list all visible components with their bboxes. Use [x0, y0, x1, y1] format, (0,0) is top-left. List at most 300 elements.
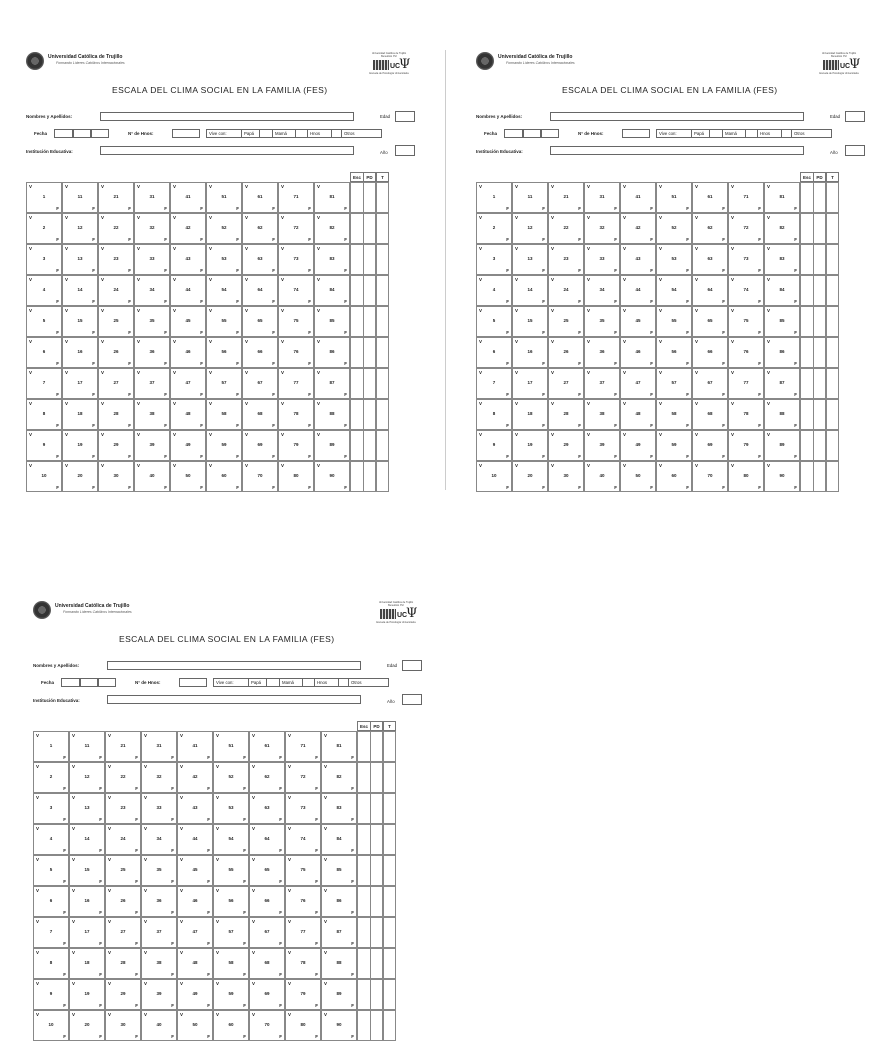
- item-cell[interactable]: [105, 917, 141, 948]
- item-cell[interactable]: [69, 731, 105, 762]
- item-cell[interactable]: [285, 948, 321, 979]
- item-cell[interactable]: [62, 337, 98, 368]
- item-cell[interactable]: [213, 762, 249, 793]
- item-cell[interactable]: [285, 886, 321, 917]
- item-cell[interactable]: [314, 430, 350, 461]
- item-cell[interactable]: [98, 337, 134, 368]
- item-cell[interactable]: [206, 399, 242, 430]
- item-cell[interactable]: [62, 182, 98, 213]
- item-cell[interactable]: [548, 275, 584, 306]
- item-cell[interactable]: [62, 430, 98, 461]
- item-cell[interactable]: [177, 824, 213, 855]
- score-cell[interactable]: [826, 182, 839, 213]
- item-cell[interactable]: [213, 793, 249, 824]
- item-cell[interactable]: [314, 244, 350, 275]
- score-cell[interactable]: [383, 1010, 396, 1041]
- item-cell[interactable]: [170, 399, 206, 430]
- score-cell[interactable]: [363, 182, 376, 213]
- score-cell[interactable]: [376, 368, 389, 399]
- score-cell[interactable]: [370, 762, 383, 793]
- item-cell[interactable]: [141, 979, 177, 1010]
- item-cell[interactable]: [134, 244, 170, 275]
- score-cell[interactable]: [376, 244, 389, 275]
- item-cell[interactable]: [321, 762, 357, 793]
- item-cell[interactable]: [285, 917, 321, 948]
- item-cell[interactable]: [170, 275, 206, 306]
- date-day-field[interactable]: [61, 678, 80, 687]
- item-cell[interactable]: [26, 337, 62, 368]
- item-cell[interactable]: [98, 182, 134, 213]
- score-cell[interactable]: [800, 337, 814, 368]
- item-cell[interactable]: [69, 1010, 105, 1041]
- score-cell[interactable]: [376, 399, 389, 430]
- item-cell[interactable]: [692, 306, 728, 337]
- score-cell[interactable]: [350, 306, 364, 337]
- score-cell[interactable]: [376, 275, 389, 306]
- score-cell[interactable]: [383, 793, 396, 824]
- date-year-field[interactable]: [91, 129, 109, 138]
- item-cell[interactable]: [692, 337, 728, 368]
- item-cell[interactable]: [206, 213, 242, 244]
- item-cell[interactable]: [314, 306, 350, 337]
- item-cell[interactable]: [620, 368, 656, 399]
- item-cell[interactable]: [134, 368, 170, 399]
- item-cell[interactable]: [62, 213, 98, 244]
- score-cell[interactable]: [357, 731, 371, 762]
- item-cell[interactable]: [656, 244, 692, 275]
- item-cell[interactable]: [278, 182, 314, 213]
- score-cell[interactable]: [383, 762, 396, 793]
- score-cell[interactable]: [376, 430, 389, 461]
- item-cell[interactable]: [321, 731, 357, 762]
- item-cell[interactable]: [33, 824, 69, 855]
- item-cell[interactable]: [33, 731, 69, 762]
- item-cell[interactable]: [98, 306, 134, 337]
- item-cell[interactable]: [242, 306, 278, 337]
- item-cell[interactable]: [26, 399, 62, 430]
- item-cell[interactable]: [512, 306, 548, 337]
- item-cell[interactable]: [321, 793, 357, 824]
- item-cell[interactable]: [278, 213, 314, 244]
- names-field[interactable]: [107, 661, 361, 670]
- item-cell[interactable]: [692, 244, 728, 275]
- item-cell[interactable]: [141, 762, 177, 793]
- score-cell[interactable]: [813, 430, 826, 461]
- item-cell[interactable]: [170, 244, 206, 275]
- item-cell[interactable]: [242, 430, 278, 461]
- item-cell[interactable]: [728, 368, 764, 399]
- score-cell[interactable]: [376, 337, 389, 368]
- item-cell[interactable]: [764, 337, 800, 368]
- item-cell[interactable]: [98, 368, 134, 399]
- item-cell[interactable]: [69, 793, 105, 824]
- item-cell[interactable]: [177, 917, 213, 948]
- institution-field[interactable]: [107, 695, 361, 704]
- item-cell[interactable]: [62, 368, 98, 399]
- score-cell[interactable]: [370, 824, 383, 855]
- item-cell[interactable]: [206, 182, 242, 213]
- score-cell[interactable]: [370, 948, 383, 979]
- item-cell[interactable]: [33, 855, 69, 886]
- item-cell[interactable]: [278, 461, 314, 492]
- item-cell[interactable]: [249, 1010, 285, 1041]
- item-cell[interactable]: [206, 244, 242, 275]
- score-cell[interactable]: [813, 182, 826, 213]
- item-cell[interactable]: [321, 886, 357, 917]
- score-cell[interactable]: [383, 731, 396, 762]
- item-cell[interactable]: [728, 275, 764, 306]
- score-cell[interactable]: [363, 213, 376, 244]
- score-cell[interactable]: [376, 306, 389, 337]
- item-cell[interactable]: [134, 306, 170, 337]
- item-cell[interactable]: [656, 430, 692, 461]
- score-cell[interactable]: [376, 213, 389, 244]
- item-cell[interactable]: [584, 337, 620, 368]
- brothers-checkbox[interactable]: [332, 129, 342, 138]
- item-cell[interactable]: [285, 762, 321, 793]
- item-cell[interactable]: [33, 917, 69, 948]
- item-cell[interactable]: [728, 399, 764, 430]
- score-cell[interactable]: [363, 430, 376, 461]
- item-cell[interactable]: [278, 275, 314, 306]
- score-cell[interactable]: [350, 399, 364, 430]
- date-day-field[interactable]: [504, 129, 523, 138]
- year-field[interactable]: [845, 145, 865, 156]
- item-cell[interactable]: [548, 244, 584, 275]
- score-cell[interactable]: [376, 182, 389, 213]
- father-checkbox[interactable]: [260, 129, 273, 138]
- item-cell[interactable]: [476, 213, 512, 244]
- item-cell[interactable]: [26, 213, 62, 244]
- item-cell[interactable]: [33, 793, 69, 824]
- item-cell[interactable]: [321, 855, 357, 886]
- names-field[interactable]: [550, 112, 804, 121]
- item-cell[interactable]: [141, 948, 177, 979]
- score-cell[interactable]: [363, 275, 376, 306]
- item-cell[interactable]: [656, 275, 692, 306]
- score-cell[interactable]: [370, 1010, 383, 1041]
- score-cell[interactable]: [363, 337, 376, 368]
- item-cell[interactable]: [249, 886, 285, 917]
- score-cell[interactable]: [813, 399, 826, 430]
- score-cell[interactable]: [357, 948, 371, 979]
- item-cell[interactable]: [141, 917, 177, 948]
- item-cell[interactable]: [141, 1010, 177, 1041]
- item-cell[interactable]: [512, 368, 548, 399]
- item-cell[interactable]: [278, 399, 314, 430]
- item-cell[interactable]: [314, 337, 350, 368]
- item-cell[interactable]: [134, 182, 170, 213]
- item-cell[interactable]: [728, 430, 764, 461]
- item-cell[interactable]: [98, 430, 134, 461]
- score-cell[interactable]: [357, 793, 371, 824]
- item-cell[interactable]: [141, 824, 177, 855]
- item-cell[interactable]: [177, 731, 213, 762]
- item-cell[interactable]: [620, 275, 656, 306]
- item-cell[interactable]: [206, 275, 242, 306]
- item-cell[interactable]: [170, 368, 206, 399]
- item-cell[interactable]: [69, 886, 105, 917]
- item-cell[interactable]: [764, 368, 800, 399]
- item-cell[interactable]: [764, 461, 800, 492]
- score-cell[interactable]: [370, 793, 383, 824]
- item-cell[interactable]: [548, 337, 584, 368]
- item-cell[interactable]: [33, 762, 69, 793]
- item-cell[interactable]: [728, 213, 764, 244]
- item-cell[interactable]: [692, 368, 728, 399]
- item-cell[interactable]: [620, 213, 656, 244]
- item-cell[interactable]: [69, 917, 105, 948]
- item-cell[interactable]: [278, 430, 314, 461]
- date-year-field[interactable]: [98, 678, 116, 687]
- item-cell[interactable]: [512, 182, 548, 213]
- item-cell[interactable]: [620, 461, 656, 492]
- item-cell[interactable]: [170, 430, 206, 461]
- item-cell[interactable]: [314, 399, 350, 430]
- item-cell[interactable]: [476, 461, 512, 492]
- score-cell[interactable]: [350, 213, 364, 244]
- age-field[interactable]: [845, 111, 865, 122]
- item-cell[interactable]: [476, 244, 512, 275]
- score-cell[interactable]: [826, 306, 839, 337]
- mother-checkbox[interactable]: [303, 678, 315, 687]
- item-cell[interactable]: [656, 306, 692, 337]
- item-cell[interactable]: [548, 213, 584, 244]
- item-cell[interactable]: [764, 182, 800, 213]
- score-cell[interactable]: [370, 731, 383, 762]
- item-cell[interactable]: [249, 979, 285, 1010]
- age-field[interactable]: [402, 660, 422, 671]
- item-cell[interactable]: [278, 306, 314, 337]
- item-cell[interactable]: [206, 461, 242, 492]
- item-cell[interactable]: [548, 306, 584, 337]
- item-cell[interactable]: [213, 1010, 249, 1041]
- item-cell[interactable]: [321, 948, 357, 979]
- item-cell[interactable]: [512, 213, 548, 244]
- item-cell[interactable]: [285, 855, 321, 886]
- item-cell[interactable]: [764, 399, 800, 430]
- item-cell[interactable]: [692, 275, 728, 306]
- item-cell[interactable]: [141, 886, 177, 917]
- item-cell[interactable]: [69, 855, 105, 886]
- item-cell[interactable]: [213, 979, 249, 1010]
- score-cell[interactable]: [357, 824, 371, 855]
- score-cell[interactable]: [800, 182, 814, 213]
- item-cell[interactable]: [170, 461, 206, 492]
- item-cell[interactable]: [177, 793, 213, 824]
- item-cell[interactable]: [105, 855, 141, 886]
- date-month-field[interactable]: [73, 129, 91, 138]
- father-checkbox[interactable]: [267, 678, 280, 687]
- item-cell[interactable]: [656, 399, 692, 430]
- item-cell[interactable]: [213, 917, 249, 948]
- score-cell[interactable]: [357, 979, 371, 1010]
- date-month-field[interactable]: [523, 129, 541, 138]
- father-checkbox[interactable]: [710, 129, 723, 138]
- item-cell[interactable]: [249, 948, 285, 979]
- score-cell[interactable]: [800, 399, 814, 430]
- score-cell[interactable]: [826, 430, 839, 461]
- item-cell[interactable]: [69, 979, 105, 1010]
- score-cell[interactable]: [350, 461, 364, 492]
- item-cell[interactable]: [98, 461, 134, 492]
- item-cell[interactable]: [170, 213, 206, 244]
- item-cell[interactable]: [548, 399, 584, 430]
- item-cell[interactable]: [728, 244, 764, 275]
- score-cell[interactable]: [350, 182, 364, 213]
- item-cell[interactable]: [26, 182, 62, 213]
- item-cell[interactable]: [692, 213, 728, 244]
- item-cell[interactable]: [692, 430, 728, 461]
- item-cell[interactable]: [62, 399, 98, 430]
- item-cell[interactable]: [584, 213, 620, 244]
- score-cell[interactable]: [800, 213, 814, 244]
- score-cell[interactable]: [370, 979, 383, 1010]
- item-cell[interactable]: [98, 399, 134, 430]
- item-cell[interactable]: [584, 182, 620, 213]
- item-cell[interactable]: [98, 213, 134, 244]
- item-cell[interactable]: [584, 461, 620, 492]
- item-cell[interactable]: [764, 306, 800, 337]
- item-cell[interactable]: [134, 337, 170, 368]
- item-cell[interactable]: [105, 1010, 141, 1041]
- item-cell[interactable]: [141, 855, 177, 886]
- score-cell[interactable]: [357, 762, 371, 793]
- score-cell[interactable]: [813, 213, 826, 244]
- score-cell[interactable]: [350, 430, 364, 461]
- item-cell[interactable]: [512, 275, 548, 306]
- item-cell[interactable]: [62, 275, 98, 306]
- item-cell[interactable]: [33, 948, 69, 979]
- item-cell[interactable]: [656, 461, 692, 492]
- item-cell[interactable]: [584, 244, 620, 275]
- item-cell[interactable]: [584, 368, 620, 399]
- brothers-checkbox[interactable]: [782, 129, 792, 138]
- item-cell[interactable]: [206, 368, 242, 399]
- item-cell[interactable]: [69, 948, 105, 979]
- siblings-field[interactable]: [179, 678, 207, 687]
- item-cell[interactable]: [249, 762, 285, 793]
- item-cell[interactable]: [249, 824, 285, 855]
- item-cell[interactable]: [728, 182, 764, 213]
- item-cell[interactable]: [548, 182, 584, 213]
- item-cell[interactable]: [213, 824, 249, 855]
- score-cell[interactable]: [800, 430, 814, 461]
- item-cell[interactable]: [26, 430, 62, 461]
- item-cell[interactable]: [314, 461, 350, 492]
- item-cell[interactable]: [314, 182, 350, 213]
- item-cell[interactable]: [242, 368, 278, 399]
- item-cell[interactable]: [134, 430, 170, 461]
- item-cell[interactable]: [134, 399, 170, 430]
- item-cell[interactable]: [134, 461, 170, 492]
- item-cell[interactable]: [105, 793, 141, 824]
- item-cell[interactable]: [476, 306, 512, 337]
- item-cell[interactable]: [105, 948, 141, 979]
- score-cell[interactable]: [826, 213, 839, 244]
- siblings-field[interactable]: [172, 129, 200, 138]
- item-cell[interactable]: [170, 337, 206, 368]
- item-cell[interactable]: [206, 337, 242, 368]
- item-cell[interactable]: [656, 213, 692, 244]
- date-year-field[interactable]: [541, 129, 559, 138]
- score-cell[interactable]: [376, 461, 389, 492]
- item-cell[interactable]: [728, 461, 764, 492]
- item-cell[interactable]: [177, 762, 213, 793]
- age-field[interactable]: [395, 111, 415, 122]
- item-cell[interactable]: [242, 337, 278, 368]
- score-cell[interactable]: [383, 855, 396, 886]
- score-cell[interactable]: [813, 306, 826, 337]
- item-cell[interactable]: [177, 886, 213, 917]
- score-cell[interactable]: [813, 461, 826, 492]
- item-cell[interactable]: [656, 182, 692, 213]
- item-cell[interactable]: [26, 244, 62, 275]
- item-cell[interactable]: [512, 244, 548, 275]
- item-cell[interactable]: [141, 731, 177, 762]
- item-cell[interactable]: [278, 244, 314, 275]
- score-cell[interactable]: [363, 244, 376, 275]
- score-cell[interactable]: [800, 244, 814, 275]
- date-day-field[interactable]: [54, 129, 73, 138]
- mother-checkbox[interactable]: [296, 129, 308, 138]
- item-cell[interactable]: [728, 337, 764, 368]
- item-cell[interactable]: [134, 213, 170, 244]
- item-cell[interactable]: [285, 824, 321, 855]
- item-cell[interactable]: [692, 399, 728, 430]
- item-cell[interactable]: [206, 306, 242, 337]
- siblings-field[interactable]: [622, 129, 650, 138]
- item-cell[interactable]: [321, 917, 357, 948]
- item-cell[interactable]: [105, 886, 141, 917]
- item-cell[interactable]: [26, 461, 62, 492]
- item-cell[interactable]: [98, 244, 134, 275]
- score-cell[interactable]: [357, 917, 371, 948]
- item-cell[interactable]: [476, 275, 512, 306]
- item-cell[interactable]: [548, 430, 584, 461]
- score-cell[interactable]: [813, 275, 826, 306]
- date-month-field[interactable]: [80, 678, 98, 687]
- score-cell[interactable]: [383, 886, 396, 917]
- score-cell[interactable]: [813, 337, 826, 368]
- item-cell[interactable]: [62, 461, 98, 492]
- item-cell[interactable]: [512, 399, 548, 430]
- item-cell[interactable]: [620, 182, 656, 213]
- year-field[interactable]: [395, 145, 415, 156]
- item-cell[interactable]: [242, 461, 278, 492]
- item-cell[interactable]: [764, 213, 800, 244]
- item-cell[interactable]: [213, 731, 249, 762]
- item-cell[interactable]: [656, 337, 692, 368]
- score-cell[interactable]: [350, 337, 364, 368]
- item-cell[interactable]: [278, 337, 314, 368]
- item-cell[interactable]: [242, 182, 278, 213]
- item-cell[interactable]: [26, 275, 62, 306]
- score-cell[interactable]: [826, 337, 839, 368]
- score-cell[interactable]: [826, 368, 839, 399]
- item-cell[interactable]: [242, 213, 278, 244]
- score-cell[interactable]: [370, 886, 383, 917]
- score-cell[interactable]: [383, 824, 396, 855]
- score-cell[interactable]: [363, 306, 376, 337]
- score-cell[interactable]: [826, 461, 839, 492]
- mother-checkbox[interactable]: [746, 129, 758, 138]
- item-cell[interactable]: [249, 793, 285, 824]
- item-cell[interactable]: [548, 368, 584, 399]
- item-cell[interactable]: [620, 430, 656, 461]
- item-cell[interactable]: [321, 979, 357, 1010]
- item-cell[interactable]: [134, 275, 170, 306]
